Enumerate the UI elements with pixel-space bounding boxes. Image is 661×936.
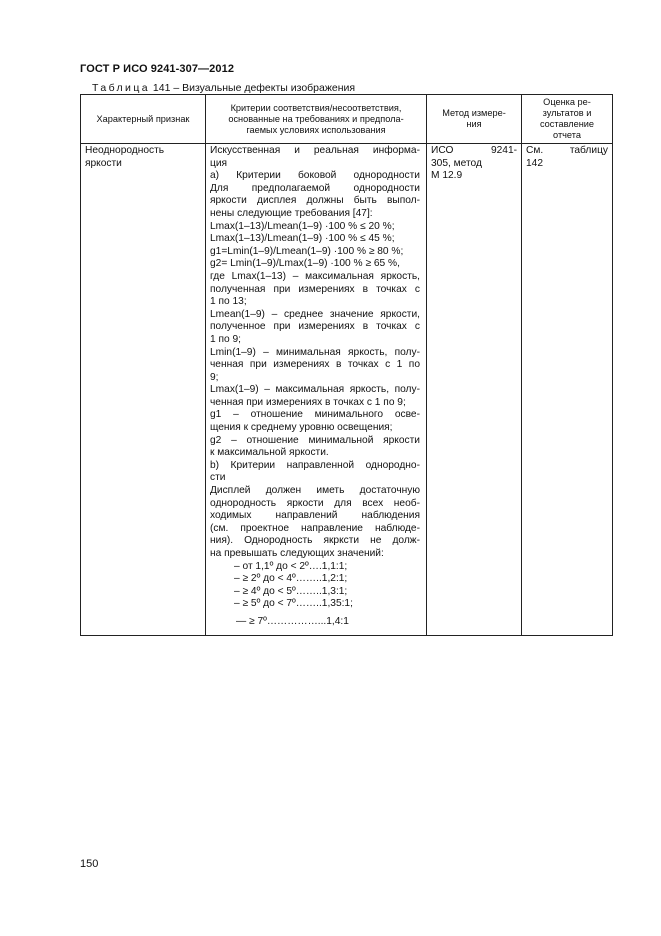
evaluation-line: См. таблицу [526,145,608,156]
criteria-line: где Lmax(1–13) – максимальная яркость, [210,270,420,282]
header-criteria-line: гаемых условиях использования [246,124,386,135]
table-caption-word: Таблица [92,82,150,94]
evaluation-line: 142 [526,157,543,169]
feature-line: Неоднородность [85,145,165,156]
table-caption [92,82,355,94]
criteria-line: 9; [210,371,219,383]
criteria-line: Искусственная и реальная информа- [210,145,420,156]
criteria-line: Lmean(1–9) – среднее значение яркости, [210,308,420,320]
criteria-line: – ≥ 2º до < 4º……..1,2:1; [234,573,348,585]
criteria-line: Lmin(1–9) – минимальная яркость, полу- [210,346,420,358]
criteria-line: ния). Однородность якрксти не долж- [210,535,420,547]
criteria-line: полученное при измерениях в точках с [210,321,420,333]
criteria-line: b) Критерии направленной однородно- [210,459,420,471]
criteria-line: ция [210,157,228,169]
criteria-line: однородность яркости для всех необ- [210,497,420,509]
method-line: ИСО 9241- [431,145,517,156]
criteria-line: щения к среднему уровню освещения; [210,422,393,434]
table-header-row [81,95,613,144]
feature-line: яркости [85,157,122,169]
criteria-line: 1 по 9; [210,333,242,345]
criteria-line: на превышать следующих значений: [210,548,384,559]
header-evaluation-line: зультатов и [542,108,592,118]
header-evaluation-line: отчета [553,130,581,140]
header-evaluation [522,95,613,144]
method-line: М 12.9 [431,170,463,182]
criteria-line: – от 1,1º до < 2º….1,1:1; [234,560,348,572]
criteria-line: ченная при измерениях в точках с 1 по 9; [210,396,406,408]
table-row [81,144,613,636]
criteria-line: ченная при измерениях в точках с 1 по [210,359,420,371]
criteria-line: g1=Lmin(1–9)/Lmean(1–9) ·100 % ≥ 80 %; [210,245,404,257]
criteria-line: 1 по 13; [210,296,247,308]
header-evaluation-line: Оценка ре- [543,97,591,107]
criteria-line: Lmax(1–13)/Lmean(1–9) ·100 % ≤ 45 %; [210,233,395,245]
header-evaluation-line: составление [539,119,595,129]
header-criteria-line: Критерии соответствия/несоответствия, [230,102,402,113]
criteria-line: яркости дисплея должны быть выпол- [210,195,420,207]
criteria-line: – ≥ 4º до < 5º……..1,3:1; [234,585,348,597]
criteria-line: a) Критерии боковой однородности [210,170,420,182]
header-feature-text: Характерный признак [96,113,190,124]
criteria-line: Lmax(1–9) – максимальная яркость, полу- [210,384,420,396]
criteria-line: — ≥ 7º……………...1,4:1 [236,615,349,627]
criteria-line: Дисплей должен иметь достаточную [210,485,420,497]
criteria-line: g2 – отношение минимальной яркости [210,434,420,446]
criteria-line: (см. проектное направление наблюде- [210,522,420,534]
header-method-line: ния [466,119,482,129]
criteria-line: Для предполагаемой однородности [210,182,420,194]
cell-method [427,144,522,636]
page-number: 150 [80,858,99,870]
criteria-line: g2= Lmin(1–9)/Lmax(1–9) ·100 % ≥ 65 %, [210,258,400,270]
table-caption-title: 141 – Визуальные дефекты изображения [149,82,356,94]
method-line: 305, метод [431,157,482,169]
criteria-text [206,144,426,635]
header-feature [81,95,206,144]
header-method-line: Метод измере- [442,108,506,118]
defects-table [80,94,613,636]
header-method [427,95,522,144]
criteria-line: полученная при измерениях в точках с [210,283,420,295]
criteria-line: g1 – отношение минимального осве- [210,409,420,421]
cell-feature [81,144,206,636]
criteria-line: – ≥ 5º до < 7º……..1,35:1; [234,598,353,610]
criteria-line: Lmax(1–13)/Lmean(1–9) ·100 % ≤ 20 %; [210,220,395,232]
cell-evaluation [522,144,613,636]
criteria-line: нены следующие требования [47]: [210,207,373,219]
cell-criteria [206,144,427,636]
document-header: ГОСТ Р ИСО 9241-307—2012 [80,63,235,75]
criteria-line: сти [210,472,226,484]
criteria-line: к максимальной яркости. [210,447,329,459]
header-criteria-line: основанные на требованиях и предпола- [228,113,404,124]
criteria-line: ходимых направлений наблюдения [210,510,420,522]
header-criteria [206,95,427,144]
